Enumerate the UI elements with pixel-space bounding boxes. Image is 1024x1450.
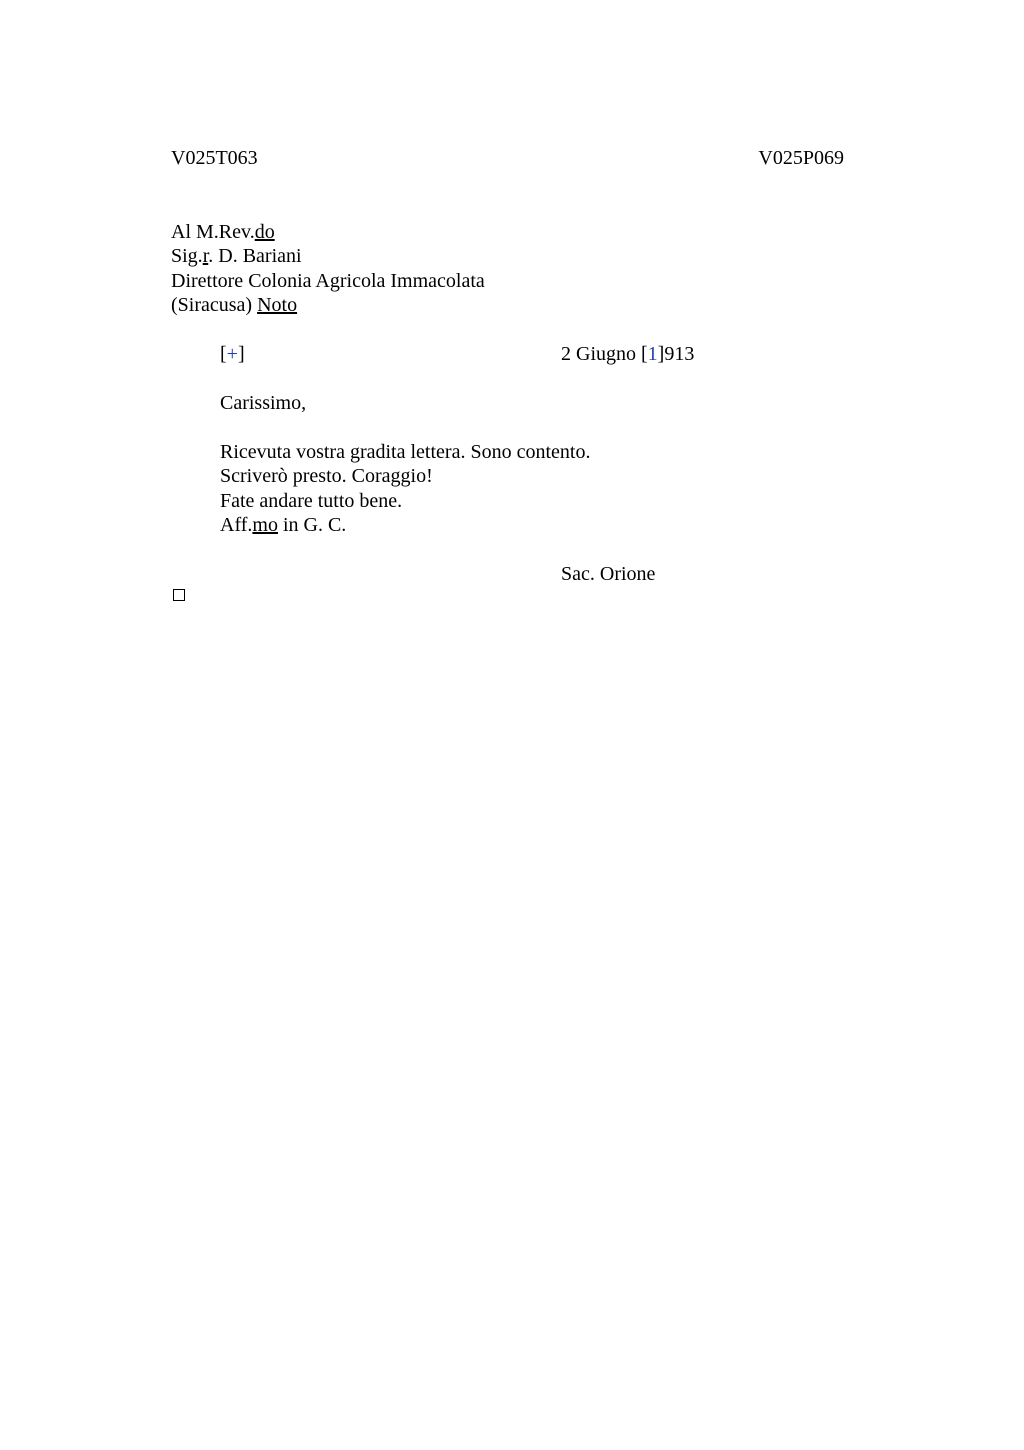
address-town: Noto xyxy=(257,294,298,316)
address-title: Al M.Rev. xyxy=(171,221,255,243)
date-editorial-insert: 1 xyxy=(647,343,658,365)
cross-symbol-icon: + xyxy=(226,343,238,365)
bracket-close: ] xyxy=(237,343,245,365)
empty-checkbox-icon xyxy=(173,589,185,601)
letter-date xyxy=(561,342,694,366)
date-prefix: 2 Giugno [ xyxy=(561,343,648,365)
address-recipient-name: . D. Bariani xyxy=(208,245,302,267)
document-code-right: V025P069 xyxy=(758,147,844,169)
closing-line xyxy=(220,513,346,537)
cross-mark xyxy=(220,342,245,366)
address-title-abbrev: do xyxy=(254,221,275,243)
address-line-4 xyxy=(171,293,297,317)
address-honorific-abbrev: r xyxy=(202,245,209,267)
body-line-2: Scriverò presto. Coraggio! xyxy=(220,465,433,487)
signature: Sac. Orione xyxy=(561,563,656,585)
body-line-3: Fate andare tutto bene. xyxy=(220,490,403,512)
address-line-2 xyxy=(171,244,302,268)
address-province: (Siracusa) xyxy=(171,294,258,316)
document-code-left: V025T063 xyxy=(171,147,258,169)
closing-rest: in G. C. xyxy=(277,514,347,536)
date-suffix: ]913 xyxy=(657,343,695,365)
salutation: Carissimo, xyxy=(220,392,307,414)
bracket-open: [ xyxy=(220,343,227,365)
address-line-1 xyxy=(171,220,275,244)
closing-prefix: Aff. xyxy=(220,514,253,536)
address-honorific: Sig. xyxy=(171,245,203,267)
address-line-3: Direttore Colonia Agricola Immacolata xyxy=(171,270,485,292)
closing-abbrev: mo xyxy=(252,514,278,536)
body-line-1: Ricevuta vostra gradita lettera. Sono contento. xyxy=(220,441,591,463)
